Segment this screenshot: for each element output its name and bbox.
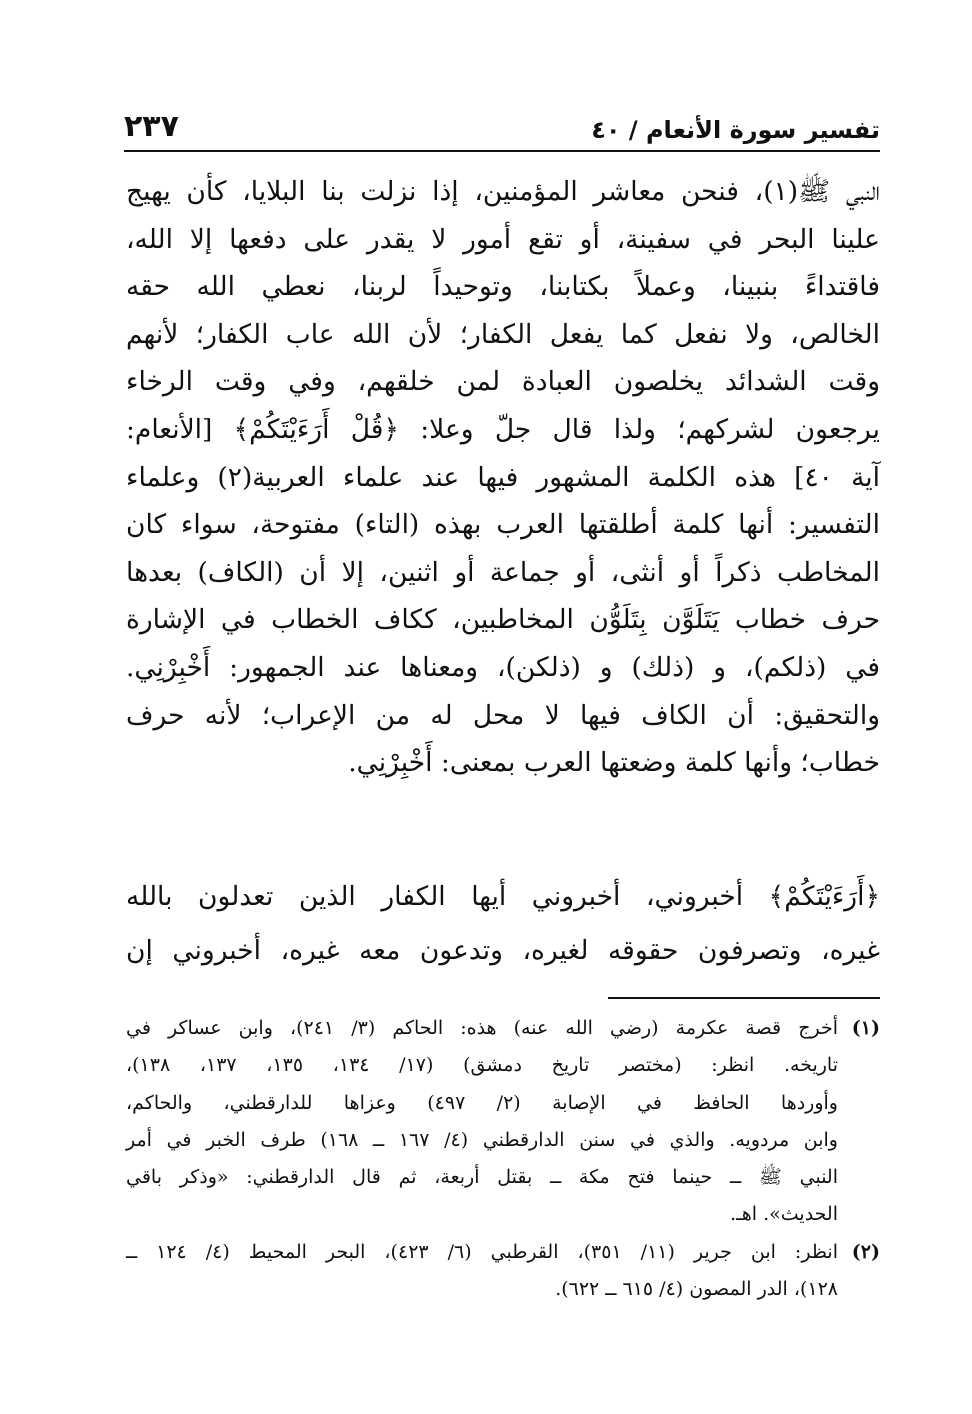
footnote-line: وابن مردويه. والذي في سنن الدارقطني (٤/ ١٦٧ ــ ١٦٨) طرف الخبر في أمر xyxy=(126,1128,838,1151)
footnote-line: النبي ﷺ ــ حينما فتح مكة ــ بقتل أربعة، ثم قال الدارقطني: «وذكر باقي xyxy=(126,1166,838,1189)
text-line: ﴿أَرَءَيْتَكُمْ﴾ أخبروني، أخبروني أيها الكفار الذين تعدلون بالله xyxy=(126,881,880,912)
footnote-line: الحديث». اهـ. xyxy=(730,1203,838,1226)
text-line: الخالص، ولا نفعل كما يفعل الكفار؛ لأن الله عاب الكفار؛ لأنهم xyxy=(126,318,880,350)
footnote-1 xyxy=(126,1010,880,1234)
text-line: التفسير: أنها كلمة أطلقتها العرب بهذه (التاء) مفتوحة، سواء كان xyxy=(126,509,880,541)
body-paragraph-2 xyxy=(126,870,880,978)
text-line: فاقتداءً بنبينا، وعملاً بكتابنا، وتوحيداً لربنا، نعطي الله حقه xyxy=(126,271,880,303)
text-line: وقت الشدائد يخلصون العبادة لمن خلقهم، وفي وقت الرخاء xyxy=(126,366,880,398)
header-title: تفسير سورة الأنعام / ٤٠ xyxy=(591,116,880,144)
text-line: المخاطب ذكراً أو أنثى، أو جماعة أو اثنين، إلا أن (الكاف) بعدها xyxy=(126,556,880,588)
footnote-line: تاريخه. انظر: (مختصر تاريخ دمشق) (١٧/ ١٣٤، ١٣٥، ١٣٧، ١٣٨)، xyxy=(126,1054,839,1077)
page-number: ٢٣٧ xyxy=(124,109,179,144)
text-line: غيره، وتصرفون حقوقه لغيره، وتدعون معه غيره، أخبروني إن xyxy=(126,935,880,966)
header-rule xyxy=(124,150,880,152)
running-header xyxy=(124,96,880,144)
footnote-number: (٢) xyxy=(851,1240,880,1263)
footnote-separator xyxy=(608,997,880,999)
footnote-line: أخرج قصة عكرمة (رضي الله عنه) هذه: الحاكم (٣/ ٢٤١)، وابن عساكر في xyxy=(126,1017,838,1039)
text-line: يرجعون لشركهم؛ ولذا قال جلّ وعلا: ﴿قُلْ أَرَءَيْتَكُمْ﴾ [الأنعام: xyxy=(126,413,880,445)
text-line: النبي ﷺ(١)، فنحن معاشر المؤمنين، إذا نزلت بنا البلايا، كأن يهيج xyxy=(126,176,880,207)
footnote-body xyxy=(126,1010,838,1234)
text-line: علينا البحر في سفينة، أو تقع أمور لا يقدر على دفعها إلا الله، xyxy=(126,223,880,255)
footnote-line: انظر: ابن جرير (١١/ ٣٥١)، القرطبي (٦/ ٤٢٣)، البحر المحيط (٤/ ١٢٤ ــ xyxy=(126,1240,838,1263)
footnote-2 xyxy=(126,1234,880,1309)
text-line: خطاب؛ وأنها كلمة وضعتها العرب بمعنى: أَخْبِرْنِي. xyxy=(348,747,880,779)
text-line: والتحقيق: أن الكاف فيها لا محل له من الإعراب؛ لأنه حرف xyxy=(126,699,880,731)
text-line: حرف خطاب يَتَلَوَّن بِتَلَوُّن المخاطبين، ككاف الخطاب في الإشارة xyxy=(126,604,880,636)
text-line: آية ٤٠] هذه الكلمة المشهور فيها عند علماء العربية(٢) وعلماء xyxy=(126,461,881,493)
footnote-line: ١٢٨)، الدر المصون (٤/ ٦١٥ ــ ٦٢٢). xyxy=(555,1278,838,1301)
footnote-body xyxy=(126,1234,838,1309)
body-paragraph-1 xyxy=(126,168,880,787)
footnote-line: وأوردها الحافظ في الإصابة (٢/ ٤٩٧) وعزاها للدارقطني، والحاكم، xyxy=(126,1091,838,1114)
footnote-number: (١) xyxy=(851,1017,880,1039)
footnotes xyxy=(126,1010,880,1308)
text-line: في (ذلكم)، و (ذلك) و (ذلكن)، ومعناها عند الجمهور: أَخْبِرْنِي. xyxy=(126,651,880,683)
